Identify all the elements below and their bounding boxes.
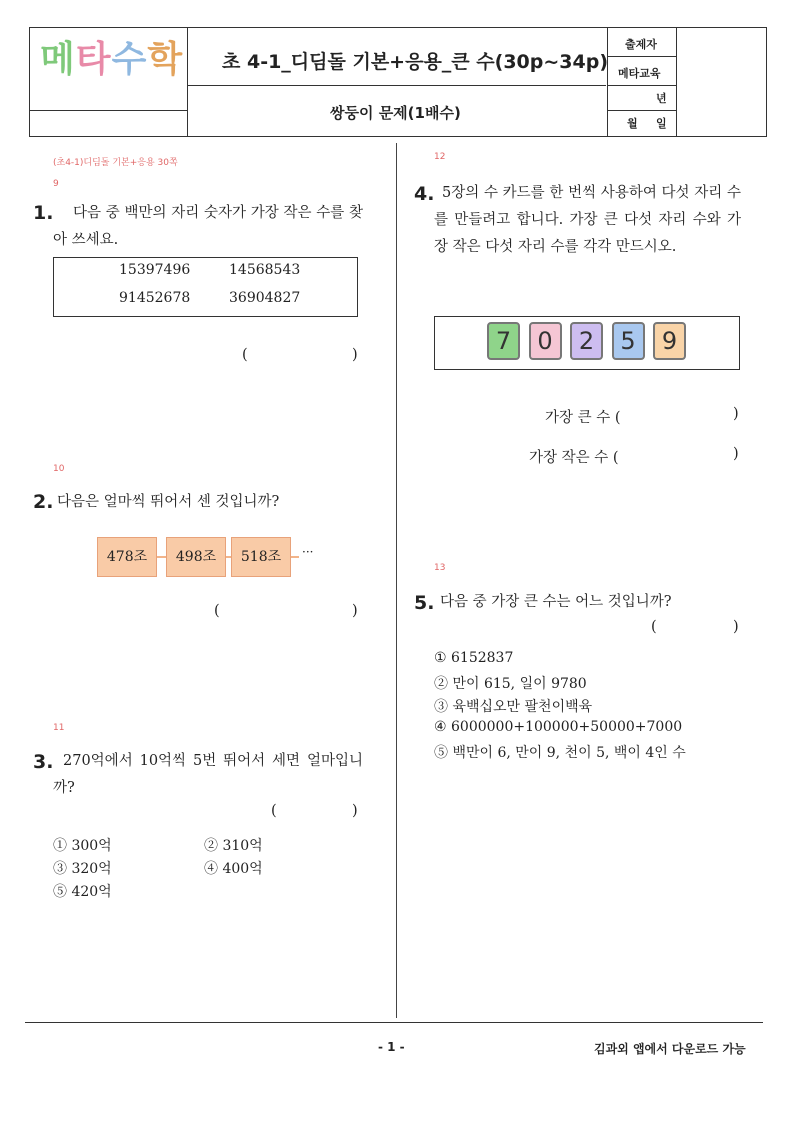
q5-answer-close: ): [733, 619, 739, 635]
q3-option: ② 310억: [204, 838, 263, 854]
q5-number: 5.: [414, 592, 435, 614]
author-name: 메타교육: [618, 67, 661, 80]
q1-number: 1.: [33, 202, 54, 224]
q3-option: ① 300억: [53, 838, 112, 854]
number-card: 9: [653, 322, 686, 360]
q2-number: 2.: [33, 491, 54, 513]
q3-option: ④ 400억: [204, 861, 263, 877]
sequence-ellipsis: ···: [302, 545, 314, 559]
header-table: [29, 27, 767, 137]
q1-source-number: 9: [53, 179, 59, 189]
q2-text: 다음은 얼마씩 뛰어서 센 것입니까?: [57, 494, 280, 510]
q4-source-number: 12: [434, 152, 446, 162]
q1-number-box: [53, 257, 358, 317]
page-subtitle: 쌍둥이 문제(1배수): [330, 104, 461, 122]
q3-answer-close: ): [352, 803, 358, 819]
number-card: 0: [529, 322, 562, 360]
q5-option: ① 6152837: [434, 650, 514, 666]
q1-number-item: 91452678: [119, 290, 191, 306]
q5-option: ⑤ 백만이 6, 만이 9, 천이 5, 백이 4인 수: [434, 745, 686, 761]
source-note: (초4-1)디딤돌 기본+응용 30쪽: [53, 158, 178, 168]
q3-source-number: 11: [53, 723, 65, 733]
logo: 메타수학: [40, 39, 184, 80]
sequence-box: 518조: [231, 537, 291, 577]
q3-answer-open: (: [271, 803, 277, 819]
q2-answer-close: ): [352, 603, 358, 619]
day-label: 일: [656, 117, 667, 130]
q1-number-item: 14568543: [229, 262, 301, 278]
q5-option: ② 만이 615, 일이 9780: [434, 676, 587, 692]
q3-number: 3.: [33, 751, 54, 773]
smallest-label: 가장 작은 수 (: [529, 450, 619, 466]
download-note: 김과외 앱에서 다운로드 가능: [594, 1042, 746, 1056]
q1-number-item: 15397496: [119, 262, 191, 278]
q5-source-number: 13: [434, 563, 446, 573]
page-title: 초 4-1_디딤돌 기본+응용_큰 수(30p~34p): [222, 51, 608, 73]
q4-text: 5장의 수 카드를 한 번씩 사용하여 다섯 자리 수를 만들려고 합니다. 가장 큰 다섯 자리 수와 가장 작은 다섯 자리 수를 각각 만드시오.: [434, 185, 741, 255]
q1-number-item: 36904827: [229, 290, 301, 306]
sequence-box: 498조: [166, 537, 226, 577]
q4-number: 4.: [414, 183, 435, 205]
q5-option: ③ 육백십오만 팔천이백육: [434, 699, 593, 715]
number-card: 7: [487, 322, 520, 360]
q5-answer-open: (: [651, 619, 657, 635]
q1-text: 다음 중 백만의 자리 숫자가 가장 작은 수를 찾아 쓰세요.: [53, 205, 363, 248]
q5-text: 다음 중 가장 큰 수는 어느 것입니까?: [440, 594, 672, 610]
number-card: 2: [570, 322, 603, 360]
author-label: 출제자: [625, 38, 657, 51]
column-divider: [396, 143, 397, 1018]
q3-text: 270억에서 10억씩 5번 뛰어서 세면 얼마입니까?: [53, 753, 363, 796]
q5-option: ④ 6000000+100000+50000+7000: [434, 719, 683, 735]
q3-option: ③ 320억: [53, 861, 112, 877]
smallest-close: ): [733, 446, 739, 462]
number-card: 5: [612, 322, 645, 360]
sequence-box: 478조: [97, 537, 157, 577]
q2-source-number: 10: [53, 464, 65, 474]
largest-label: 가장 큰 수 (: [545, 410, 621, 426]
q3-option: ⑤ 420억: [53, 884, 112, 900]
q1-answer-close: ): [352, 347, 358, 363]
page-number: - 1 -: [378, 1040, 405, 1054]
year-label: 년: [656, 92, 667, 105]
q2-answer-open: (: [214, 603, 220, 619]
footer-rule: [25, 1022, 763, 1023]
month-label: 월: [627, 117, 638, 130]
largest-close: ): [733, 406, 739, 422]
q1-answer-open: (: [242, 347, 248, 363]
